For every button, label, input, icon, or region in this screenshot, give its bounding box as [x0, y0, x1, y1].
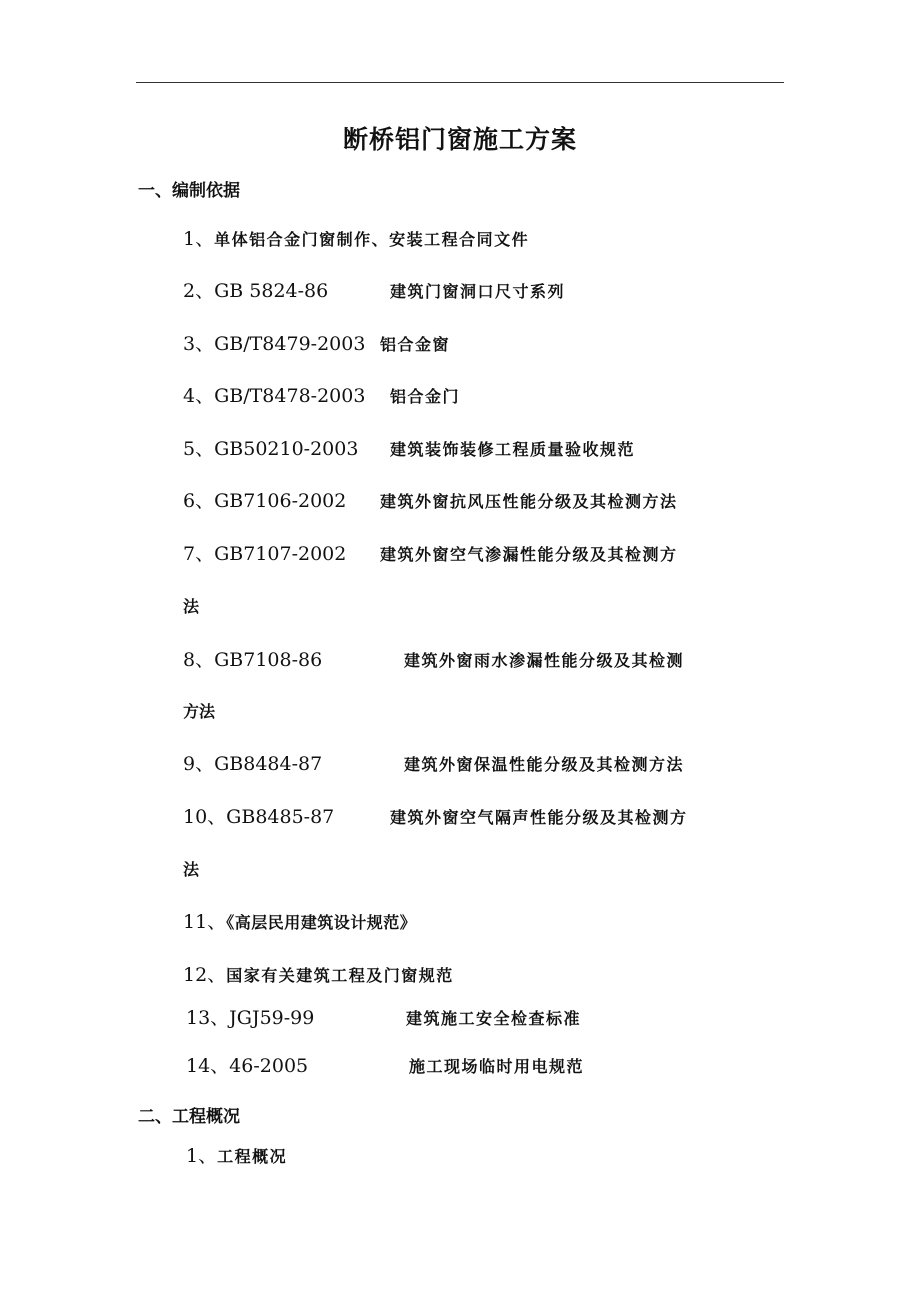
item-number: 1、	[186, 1145, 218, 1167]
item-text: 施工现场临时用电规范	[409, 1057, 585, 1076]
item-text: 建筑外窗空气渗漏性能分级及其检测方	[380, 545, 678, 564]
list-item	[186, 1051, 308, 1078]
list-item	[183, 329, 365, 356]
list-item	[183, 434, 358, 461]
list-item	[186, 1003, 314, 1030]
item-text: 国家有关建筑工程及门窗规范	[226, 966, 454, 985]
item-number: 3、GB/T8479-2003	[183, 333, 366, 355]
item-number: 13、JGJ59-99	[186, 1007, 315, 1029]
list-item	[183, 539, 346, 566]
item-number: 4、GB/T8478-2003	[183, 385, 366, 407]
item-number: 9、GB8484-87	[183, 753, 323, 775]
item-number: 2、GB 5824-86	[183, 280, 329, 302]
item-text: 铝合金窗	[380, 335, 451, 354]
item-text: 《高层民用建筑设计规范》	[226, 913, 417, 932]
sub-heading	[186, 1141, 287, 1168]
item-number: 8、GB7108-86	[183, 649, 323, 671]
item-text-continuation: 法	[183, 597, 200, 616]
item-text: 建筑施工安全检查标准	[406, 1009, 582, 1028]
item-text: 建筑装饰装修工程质量验收规范	[390, 440, 636, 459]
list-item	[183, 224, 529, 251]
section-heading-overview: 二、工程概况	[138, 1107, 240, 1127]
list-item	[183, 486, 346, 513]
item-number: 6、GB7106-2002	[183, 490, 347, 512]
list-item	[183, 749, 322, 776]
list-item	[183, 381, 365, 408]
item-number: 7、GB7107-2002	[183, 543, 347, 565]
item-text: 建筑门窗洞口尺寸系列	[390, 282, 566, 301]
list-item	[183, 802, 334, 829]
item-text: 单体铝合金门窗制作、安装工程合同文件	[214, 230, 530, 249]
item-number: 1、	[183, 228, 215, 250]
item-number: 12、	[183, 964, 227, 986]
item-text-continuation: 方法	[183, 702, 216, 721]
header-rule	[136, 82, 784, 83]
list-item	[183, 645, 322, 672]
item-text: 建筑外窗空气隔声性能分级及其检测方	[390, 808, 688, 827]
section-heading-basis: 一、编制依据	[138, 181, 240, 201]
item-number: 10、GB8485-87	[183, 806, 335, 828]
item-number: 5、GB50210-2003	[183, 438, 359, 460]
item-text-continuation: 法	[183, 860, 200, 879]
item-number: 11、	[183, 911, 227, 933]
list-item	[183, 960, 454, 987]
document-title: 断桥铝门窗施工方案	[342, 125, 577, 154]
item-text: 建筑外窗雨水渗漏性能分级及其检测	[404, 651, 685, 670]
list-item	[183, 907, 416, 934]
item-number: 14、46-2005	[186, 1055, 309, 1077]
item-text: 建筑外窗保温性能分级及其检测方法	[404, 755, 685, 774]
item-text: 建筑外窗抗风压性能分级及其检测方法	[380, 492, 678, 511]
item-text: 工程概况	[217, 1147, 288, 1166]
list-item	[183, 276, 328, 303]
item-text: 铝合金门	[390, 387, 461, 406]
